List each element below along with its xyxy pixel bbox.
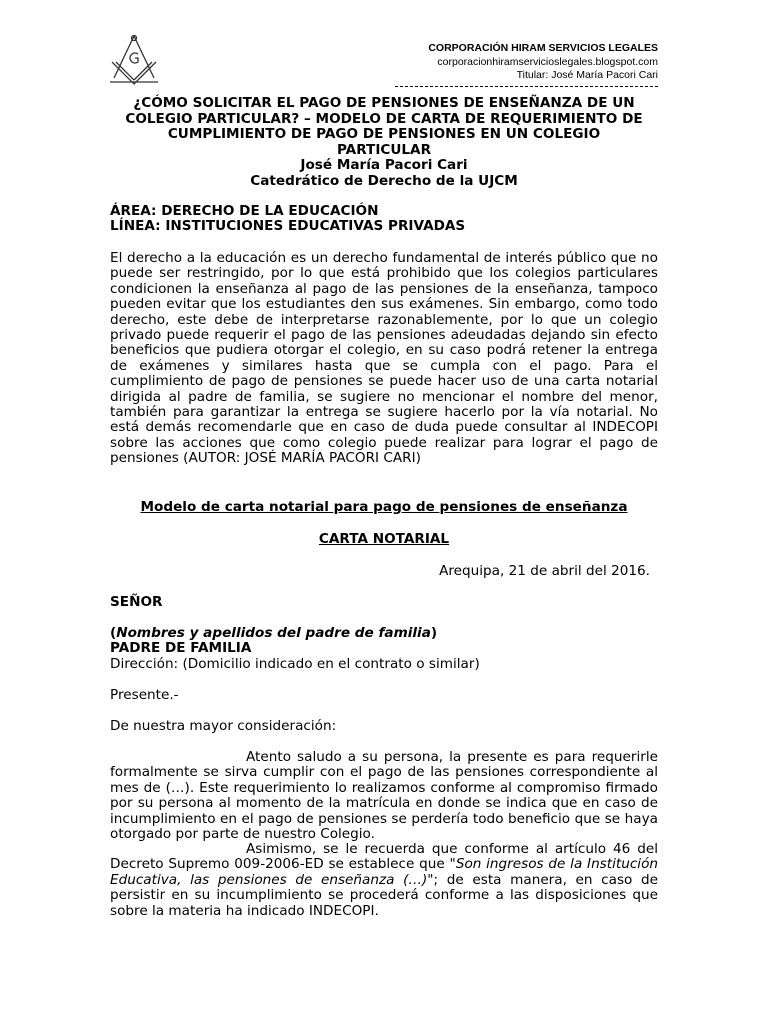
- recipient-name-line: [110, 626, 658, 641]
- recipient-role: PADRE DE FAMILIA: [110, 640, 252, 657]
- salutation: SEÑOR: [110, 594, 163, 610]
- paragraph-2-lead: Asimismo, se le recuerda que conforme al artículo 46 del Decreto Supremo 009-2006-ED se establece que ": [110, 841, 658, 873]
- model-heading: Modelo de carta notarial para pago de pensiones de enseñanza: [140, 499, 628, 515]
- letter-title: CARTA NOTARIAL: [318, 531, 450, 547]
- classification-block: [110, 204, 658, 235]
- paragraph-1-text: Atento saludo a su persona, la presente es para requerirle formalmente se sirva cumplir con el pago de las pensiones correspondiente al mes de (…). Este requerimiento lo realizamos conforme al compromiso firmado por su persona al momento de la matrícula en donde se indica que en caso de incumplimiento en el pago de pensiones se perdería todo beneficio que se haya otorgado por parte de nuestro Colegio.: [110, 749, 658, 843]
- recipient-block: [110, 626, 658, 672]
- recipient-close-paren: ): [430, 625, 438, 641]
- header-owner: Titular: José María Pacori Cari: [516, 69, 658, 81]
- page-header: [428, 42, 658, 83]
- header-blog-url: corporacionhiramservicioslegales.blogspot.com: [437, 55, 658, 68]
- title-line-3: CUMPLIMIENTO DE PAGO DE PENSIONES EN UN COLEGIO: [167, 126, 601, 143]
- author-role: Catedrático de Derecho de la UJCM: [250, 172, 518, 189]
- presente-line: Presente.-: [110, 687, 179, 703]
- recipient-open-paren: (: [110, 625, 117, 641]
- line-label: LÍNEA: INSTITUCIONES EDUCATIVAS PRIVADAS: [110, 218, 466, 235]
- title-line-4: PARTICULAR: [336, 141, 432, 158]
- document-title: [110, 96, 658, 190]
- header-organization: CORPORACIÓN HIRAM SERVICIOS LEGALES: [428, 42, 658, 54]
- decree-quote: Son ingresos de la Institución Educativa, las pensiones de enseñanza (…): [110, 856, 658, 888]
- paragraph-2-tail: "; de esta manera, en caso de persistir en su incumplimiento se procederá conforme a las disposiciones que sobre la materia ha indicado INDECOPI.: [110, 871, 658, 919]
- square-compass-logo-icon: [106, 32, 162, 88]
- greeting-line: De nuestra mayor consideración:: [110, 718, 337, 734]
- letter-paragraph-1: [110, 750, 658, 842]
- author-name: José María Pacori Cari: [300, 157, 468, 174]
- recipient-name-placeholder: Nombres y apellidos del padre de familia: [116, 625, 431, 641]
- title-line-2: COLEGIO PARTICULAR? – MODELO DE CARTA DE REQUERIMIENTO DE: [125, 110, 643, 127]
- title-line-1: ¿CÓMO SOLICITAR EL PAGO DE PENSIONES DE ENSEÑANZA DE UN: [133, 95, 635, 111]
- intro-paragraph: El derecho a la educación es un derecho fundamental de interés público que no puede ser restringido, por lo que está prohibido que los colegios particulares condicionen la enseñanza al pago de las pensiones de la enseñanza, tampoco pueden evitar que los estudiantes den sus exámenes. Sin embargo, como todo derecho, este debe de interpretarse razonablemente, por lo que un colegio privado puede requerir el pago de las pensiones adeudadas dejando sin efecto beneficios que pudiera otorgar el colegio, en su caso podrá retener la entrega de exámenes y similares hasta que se cumpla con el pago. Para el cumplimiento de pago de pensiones se puede hacer uso de una carta notarial dirigida al padre de familia, se sugiere no mencionar el nombre del menor, también para garantizar la entrega se sugiere hacerlo por la vía notarial. No está demás recomendarle que en caso de duda puede consultar al INDECOPI sobre las acciones que como colegio puede realizar para lograr el pago de pensiones (AUTOR: JOSÉ MARÍA PACORI CARI): [110, 250, 658, 467]
- recipient-address: Dirección: (Domicilio indicado en el contrato o similar): [110, 655, 480, 672]
- area-label: ÁREA: DERECHO DE LA EDUCACIÓN: [110, 203, 379, 219]
- letter-paragraph-2: [110, 842, 658, 919]
- header-divider: [395, 86, 658, 87]
- letter-date: Arequipa, 21 de abril del 2016.: [439, 563, 650, 579]
